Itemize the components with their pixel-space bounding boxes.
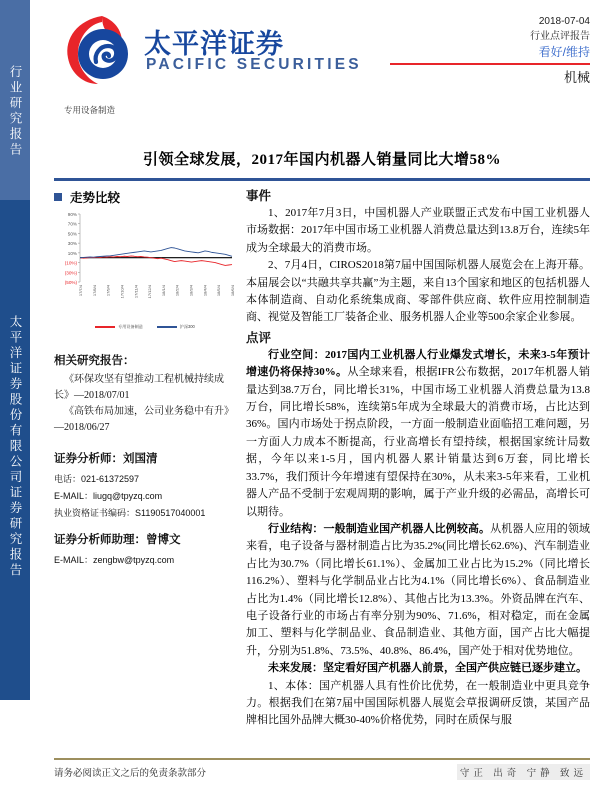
- left-column: [54, 188, 236, 569]
- rating-underline: [390, 63, 590, 65]
- chart-legend: [54, 324, 236, 330]
- comment-block-body: 从机器人应用的领域来看，电子设备与器材制造占比为35.2%(同比增长62.6%)、汽车制造业占比为30.7%（同比增长61.1%）、金属加工业占比为15.2%（同比增长116.2%）、塑料与化学制品业占比为4.1%（同比增长6%）、食品制造业占比为1.4%（同比增长12.8%）、其他占比为13.3%。外资品牌在汽车、电子设备行业的市场占有率分别为90%、71.6%，相对稳定，而在金属加工、塑料与化学制品业、食品制造业、其他方面，国产占比大幅提升，分别为51.8%、73.5%、40.8%、86.4%，国产处于相对优势地位。: [246, 522, 591, 657]
- chart-heading-label: 走势比较: [70, 191, 121, 205]
- analyst-email[interactable]: E-MAIL：liugq@tpyzq.com: [54, 491, 163, 501]
- svg-text:50%: 50%: [67, 231, 77, 237]
- page-body: [32, 0, 612, 792]
- event-paragraph: 1、2017年7月3日，中国机器人产业联盟正式发布中国工业机器人市场数据：2017年中国市场工业机器人消费总量达到13.8万台，连续5年成为全球最大的消费市场。: [246, 207, 590, 254]
- analyst-license: 执业资格证书编码：S1190517040001: [54, 508, 206, 518]
- related-report-item[interactable]: 《环保攻坚有望推动工程机械持续成长》—2018/07/01: [54, 374, 224, 401]
- bullet-square-icon: [54, 193, 62, 201]
- comment-block-lead: 行业结构：一般制造业国产机器人比例较高。: [268, 522, 491, 535]
- svg-text:18/1/4: 18/1/4: [160, 285, 166, 297]
- svg-text:10%: 10%: [67, 250, 77, 256]
- logo-mark-icon: [62, 14, 134, 86]
- rating-badge: 看好/维持: [538, 45, 590, 59]
- comment-block: [246, 678, 590, 730]
- svg-text:17/8/4: 17/8/4: [91, 285, 97, 297]
- sidebar-blank-band: [0, 700, 30, 792]
- comment-block: [246, 347, 590, 521]
- sidebar-report-type-label: 行业研究报告: [8, 64, 22, 158]
- event-heading: 事件: [246, 189, 272, 203]
- svg-text:(10%): (10%): [64, 260, 77, 266]
- related-report-item[interactable]: 《高铁布局加速，公司业务稳中有升》—2018/06/27: [54, 406, 234, 433]
- legend-label-0: 专用设备制造: [118, 324, 143, 329]
- legend-label-1: 沪深300: [179, 324, 195, 329]
- comment-block-lead: 未来发展：坚定看好国产机器人前景，全国产供应链已逐步建立。: [268, 662, 587, 675]
- legend-swatch-icon: [157, 326, 177, 328]
- svg-text:18/6/4: 18/6/4: [230, 285, 235, 297]
- comment-block: [246, 521, 590, 660]
- svg-text:90%: 90%: [67, 212, 77, 217]
- report-date: 2018-07-04: [538, 16, 590, 27]
- legend-item-1: [157, 324, 195, 330]
- analyst-phone: 电话：021-61372597: [54, 474, 140, 484]
- svg-text:(30%): (30%): [64, 270, 77, 276]
- legend-swatch-icon: [95, 326, 115, 328]
- report-meta: [390, 14, 590, 87]
- report-header: [32, 0, 612, 140]
- comment-heading: 点评: [246, 330, 272, 345]
- svg-text:17/9/4: 17/9/4: [105, 285, 111, 297]
- svg-text:18/4/4: 18/4/4: [202, 285, 208, 297]
- right-column: [246, 186, 590, 730]
- svg-text:(50%): (50%): [64, 280, 77, 285]
- svg-text:18/3/4: 18/3/4: [188, 285, 194, 297]
- report-type: 行业点评报告: [530, 31, 590, 42]
- sub-industry-label: 专用设备制造: [64, 105, 116, 115]
- footer-divider: [54, 758, 590, 760]
- assistant-heading: 证券分析师助理：曾博文: [54, 534, 181, 546]
- svg-text:17/7/4: 17/7/4: [78, 285, 83, 297]
- event-paragraph: 2、7月4日，CIROS2018第7届中国国际机器人展览会在上海开幕。本届展会以“共融共享共赢”为主题，来自13个国家和地区的包括机器人本体制造商、自动化系统集成商、零部件供应商、软件应用控制制造商、视觉及智能工厂装备企业、服务机器人企业等500余家企业参展。: [246, 259, 590, 324]
- logo-text-chinese: 太平洋证券: [144, 29, 284, 59]
- sidebar-company-label: 太平洋证券股份有限公司证券研究报告: [8, 315, 22, 579]
- comment-block-body: 从全球来看，根据IFR公布数据，2017年机器人销量达到38.7万台，同比增长31%，中国市场工业机器人消费总量为13.8万台，同比增长58%，连续第5年成为全球最大的消费市场，占比达到36%。国内市场处于拐点阶段，一方面一般制造业面临招工难问题，另一方面人力成本不断提高，行业高增长有望持续，根据国家统计局数据，今年以来1-5月，国内机器人累计销量达到6万套，同比增长33.7%，我们预计今年增速有望保持在30%，从未来3-5年来看，工业机器人产品不受制于宏观周期的影响，属于产业升级的必需品，高增长可以期待。: [246, 366, 591, 518]
- analyst-heading: 证券分析师：刘国清: [54, 453, 158, 465]
- chart-heading: [54, 188, 236, 206]
- svg-text:18/2/4: 18/2/4: [174, 285, 180, 297]
- svg-text:18/5/4: 18/5/4: [216, 285, 222, 297]
- page-title: 引领全球发展，2017年国内机器人销量同比大增58%: [142, 152, 501, 168]
- legend-item-0: [95, 324, 143, 330]
- footer-slogan: 守正 出奇 宁静 致远: [457, 764, 590, 780]
- related-reports-heading: 相关研究报告：: [54, 355, 135, 367]
- assistant-email[interactable]: E-MAIL：zengbw@tpyzq.com: [54, 555, 175, 565]
- footer-disclaimer: 请务必阅读正文之后的免责条款部分: [54, 769, 207, 779]
- svg-text:17/12/4: 17/12/4: [147, 285, 153, 299]
- company-logo: [62, 14, 362, 86]
- svg-text:70%: 70%: [67, 221, 77, 227]
- title-divider: [54, 178, 590, 181]
- comment-block-lead: 行业空间：2017国内工业机器人行业爆发式增长，未来3-5年预计增速仍将保持30%。: [246, 348, 590, 379]
- svg-text:17/11/4: 17/11/4: [133, 285, 139, 299]
- svg-text:17/10/4: 17/10/4: [119, 285, 125, 299]
- sector-label: 机械: [563, 70, 590, 86]
- logo-text-english: PACIFIC SECURITIES: [146, 56, 362, 73]
- comment-block: [246, 660, 590, 677]
- left-vertical-band: [0, 0, 30, 792]
- svg-text:30%: 30%: [67, 241, 77, 247]
- trend-comparison-chart: [54, 210, 236, 338]
- comment-block-body: 1、本体：国产机器人具有性价比优势，在一般制造业中更具竞争力。根据我们在第7届中国国际机器人展览会草报调研反馈，某国产品牌相比国外品牌大概30-40%价格优势，同时在质保与服: [246, 679, 590, 727]
- page-footer: [54, 764, 590, 780]
